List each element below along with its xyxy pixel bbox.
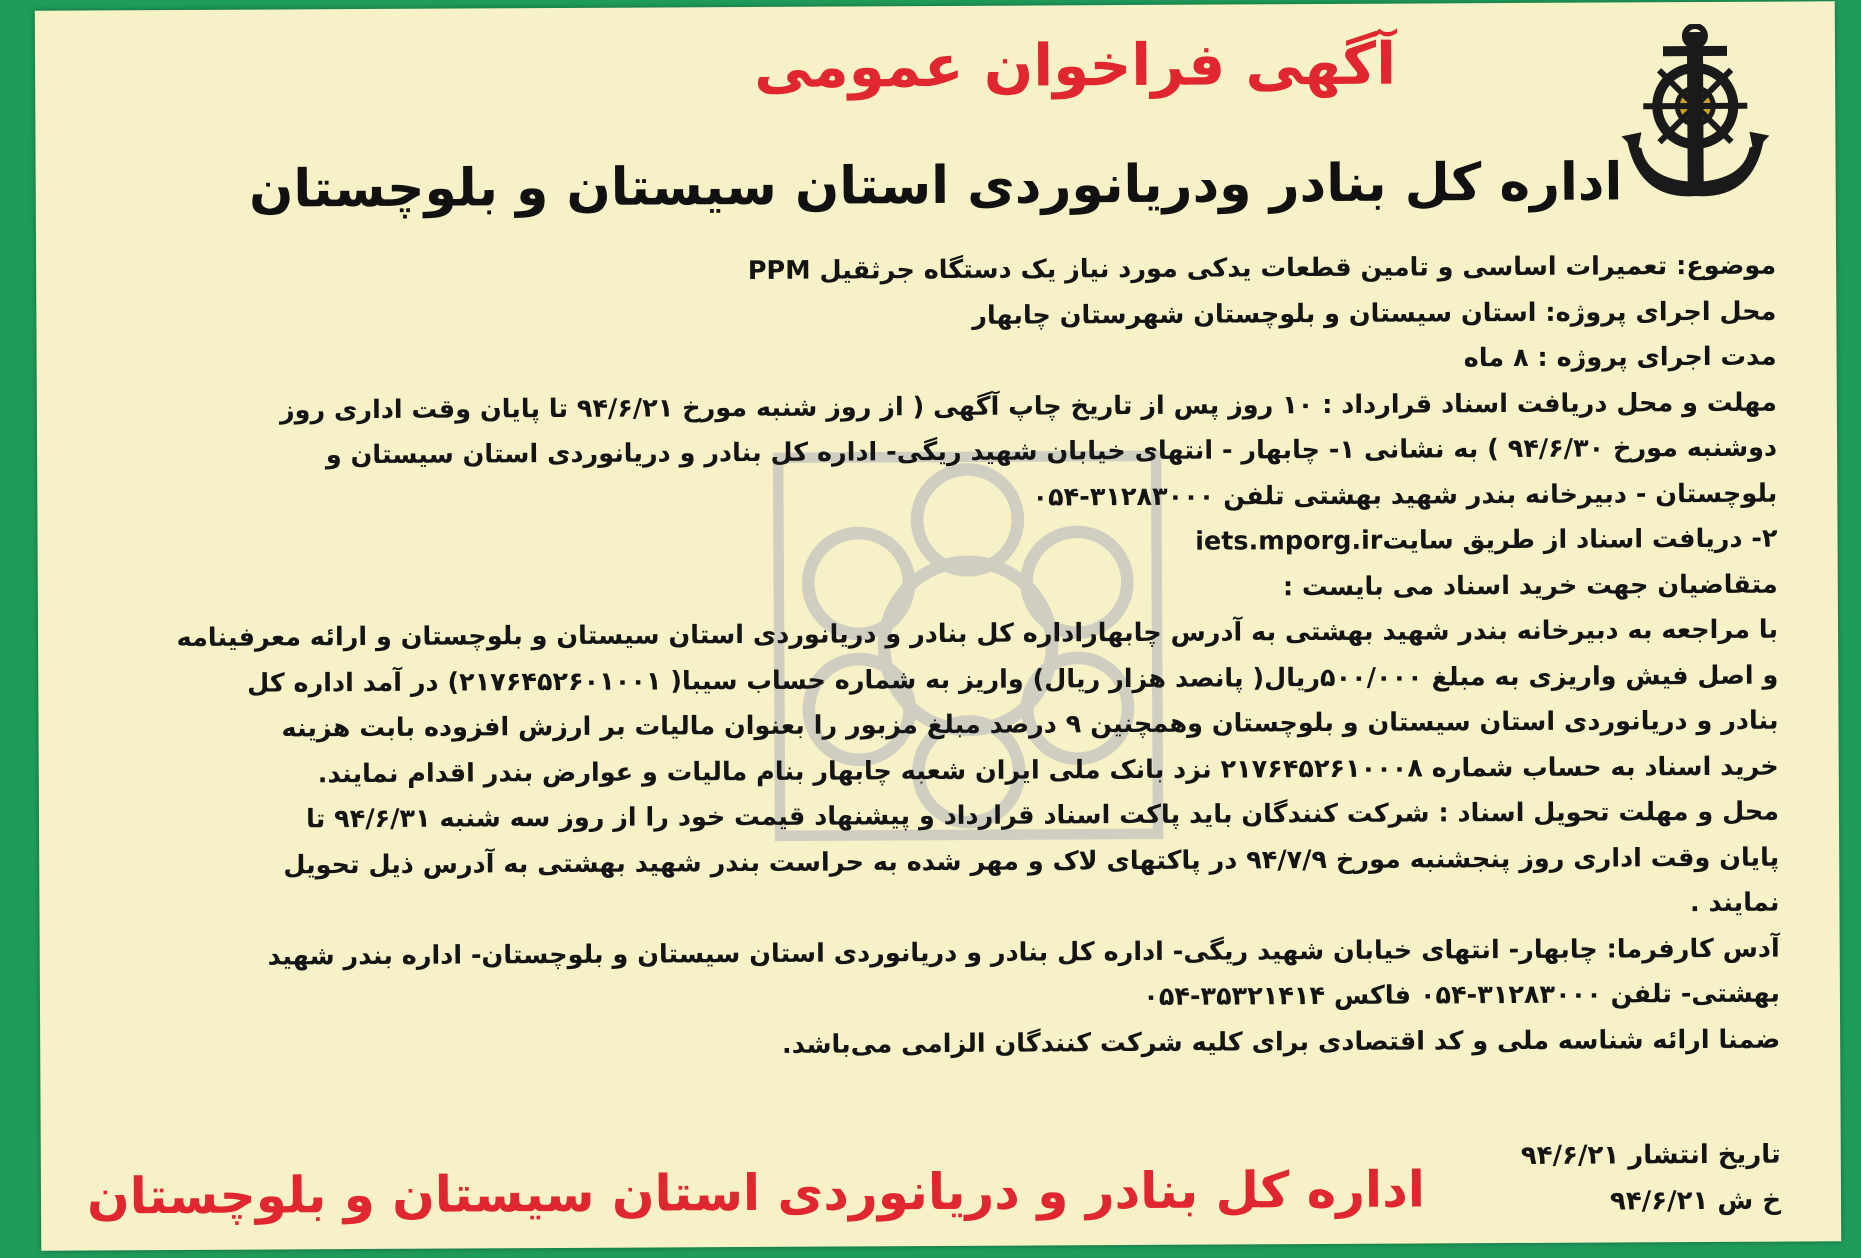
website-link[interactable]: iets.mporg.ir [1195, 525, 1383, 557]
note-line: ضمنا ارائه شناسه ملی و کد اقتصادی برای کلیه شرکت کنندگان الزامی می‌باشد. [781, 1024, 1781, 1060]
organization-header: اداره کل بنادر ودریانوردی استان سیستان و بلوچستان [248, 152, 1623, 220]
notice-paper [35, 1, 1841, 1250]
applicants-heading: متقاضیان جهت خرید اسناد می بایست : [1282, 569, 1778, 602]
address-line: بهشتی- تلفن ۳۱۲۸۳۰۰۰-۰۵۴ فاکس ۳۵۳۲۱۴۱۴-۰۵۴ [1143, 978, 1781, 1012]
deadline-line: دوشنبه مورخ ۹۴/۶/۳۰ ) به نشانی ۱- چابهار - انتهای خیابان شهید ریگی- اداره کل بنادر و دریانوردی استان سیستان و [325, 432, 1778, 471]
footer-organization: اداره کل بنادر و دریانوردی استان سیستان و بلوچستان [86, 1160, 1426, 1226]
applicants-line: با مراجعه به دبیرخانه بندر شهید بهشتی به آدرس چابهاراداره کل بنادر و دریانوردی استان سیستان و بلوچستان و ارائه معرفینامه [176, 614, 1779, 653]
delivery-line: محل و مهلت تحویل اسناد : شرکت کنندگان باید پاکت اسناد قرارداد و پیشنهاد قیمت خود را از روز سه شنبه ۹۴/۶/۳۱ تا [306, 796, 1780, 835]
address-line: آدس کارفرما: چابهار- انتهای خیابان شهید ریگی- اداره کل بنادر و دریانوردی استان سیستان و بلوچستان- اداره بندر شهید [267, 933, 1780, 972]
notice-body [96, 244, 1780, 1072]
publish-date: تاریخ انتشار ۹۴/۶/۲۱ [1520, 1139, 1781, 1171]
footer-meta [1521, 1132, 1781, 1225]
deadline-line: مهلت و محل دریافت اسناد قرارداد : ۱۰ روز پس از تاریخ چاپ آگهی ( از روز شنبه مورخ ۹۴/۶/۲۱ تا پایان وقت اداری روز [279, 387, 1777, 425]
applicants-line: بنادر و دریانوردی استان سیستان و بلوچستان وهمچنین ۹ درصد مبلغ مزبور را بعنوان مالیات بر ارزش افزوده بابت هزینه [281, 705, 1779, 744]
notice-footer [41, 1131, 1842, 1250]
delivery-line: پایان وقت اداری روز پنجشنبه مورخ ۹۴/۷/۹ در پاکتهای لاک و مهر شده به حراست بندر شهید بهشتی به آدرس ذیل تحویل [283, 842, 1780, 880]
notice-title: آگهی فراخوان عمومی [753, 29, 1397, 101]
subject-line: موضوع: تعمیرات اساسی و تامین قطعات یدکی مورد نیاز یک دستگاه جرثقیل PPM [747, 250, 1777, 286]
location-line: محل اجرای پروژه: استان سیستان و بلوچستان شهرستان چابهار [972, 296, 1777, 331]
deadline-line: بلوچستان - دبیرخانه بندر شهید بهشتی تلفن ۳۱۲۸۳۰۰۰-۰۵۴ [1032, 478, 1778, 513]
duration-line: مدت اجرای پروژه : ۸ ماه [1463, 341, 1777, 374]
website-prefix: ۲- دریافت اسناد از طریق سایت [1382, 523, 1778, 556]
reference-code: خ ش ۹۴/۶/۲۱ [1609, 1185, 1782, 1217]
applicants-line: و اصل فیش واریزی به مبلغ ۵۰۰/۰۰۰ریال( پانصد هزار ریال) واریز به شماره حساب سیبا( ۲۱۷۶۴۵۲۶۰۱۰۰۱) در آمد اداره کل [246, 660, 1779, 699]
delivery-line: نمایند . [1689, 887, 1780, 919]
website-line [97, 517, 1777, 571]
applicants-line: خرید اسناد به حساب شماره ۲۱۷۶۴۵۲۶۱۰۰۰۸ نزد بانک ملی ایران شعبه چابهار بنام مالیات و عوارض بندر اقدام نمایند. [317, 751, 1779, 789]
